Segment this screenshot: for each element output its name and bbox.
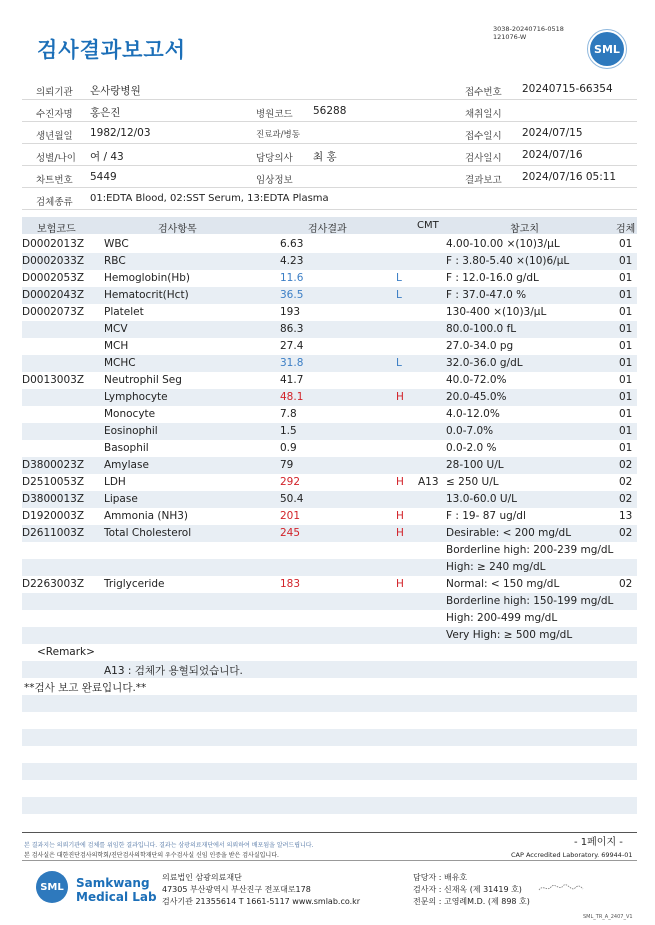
remark-label: <Remark> [37,646,95,658]
table-row [22,559,637,576]
cell-value: 79 [280,459,294,471]
cell-flag: L [396,289,402,301]
report-complete: **검사 보고 완료입니다.** [24,682,147,694]
table-row [22,576,637,593]
cell-ref: F : 12.0-16.0 g/dL [446,272,539,284]
cell-sp: 01 [619,425,633,437]
cell-ref: Borderline high: 200-239 mg/dL [446,544,614,556]
cell-code: D0002043Z [22,289,85,301]
cell-code: D3800023Z [22,459,85,471]
cell-item: Eosinophil [104,425,158,437]
cell-item: Triglyceride [104,578,165,590]
cell-cmt: A13 [418,476,439,488]
empty-row [22,746,637,763]
info-row: 수진자명 홍은진 병원코드 56288 채취일시 [22,100,637,122]
cell-ref: Borderline high: 150-199 mg/dL [446,595,614,607]
table-row [22,423,637,440]
cell-sp: 01 [619,255,633,267]
sml-footer-logo: SML [36,871,68,903]
table-row [22,287,637,304]
empty-row [22,712,637,729]
cell-sp: 01 [619,289,633,301]
chart-number: 5449 [90,171,117,183]
cell-flag: H [396,510,404,522]
table-row [22,372,637,389]
remark-text: A13 : 검체가 용혈되었습니다. [104,665,243,677]
cell-value: 31.8 [280,357,304,369]
cell-value: 183 [280,578,301,590]
cell-sp: 02 [619,527,633,539]
specimen-types: 01:EDTA Blood, 02:SST Serum, 13:EDTA Plasma [90,193,329,204]
table-row [22,593,637,610]
cell-code: D0002013Z [22,238,85,250]
cell-flag: L [396,357,402,369]
document-id: 3038-20240716-0518 121076-W [493,25,564,41]
cell-ref: 27.0-34.0 pg [446,340,514,352]
cell-code: D2263003Z [22,578,85,590]
table-row [22,678,637,695]
cell-sp: 01 [619,357,633,369]
empty-row [22,814,637,831]
cell-ref: High: 200-499 mg/dL [446,612,558,624]
cell-ref: 40.0-72.0% [446,374,507,386]
footer-divider [22,860,637,861]
cell-value: 245 [280,527,301,539]
cell-ref: Very High: ≥ 500 mg/dL [446,629,573,641]
cell-item: WBC [104,238,129,250]
doctor-name: 최 홍 [313,151,337,163]
table-row [22,389,637,406]
cell-code: D1920003Z [22,510,85,522]
footer-note: 본 결과지는 의뢰기관에 검체를 위임한 결과입니다. 결과는 삼광의료재단에서 의뢰하여 배포됨을 알려드립니다. [24,842,314,849]
cell-code: D0013003Z [22,374,85,386]
info-row: 차트번호 5449 임상정보 결과보고 2024/07/16 05:11 [22,166,637,188]
cell-sp: 01 [619,323,633,335]
cell-value: 7.8 [280,408,297,420]
table-row [22,661,637,678]
empty-row [22,763,637,780]
patient-name: 홍은진 [90,107,121,119]
cell-value: 48.1 [280,391,304,403]
cell-value: 36.5 [280,289,304,301]
cell-item: LDH [104,476,126,488]
table-row [22,627,637,644]
cell-flag: H [396,391,404,403]
cell-ref: ≤ 250 U/L [446,476,499,488]
cell-item: Basophil [104,442,149,454]
sex-age: 여 / 43 [90,151,124,163]
info-row: 생년월일 1982/12/03 진료과/병동 접수일시 2024/07/15 [22,122,637,144]
cell-value: 50.4 [280,493,304,505]
cell-value: 1.5 [280,425,297,437]
table-row [22,236,637,253]
cell-ref: F : 3.80-5.40 ×(10)6/μL [446,255,570,267]
cell-sp: 01 [619,272,633,284]
empty-row [22,695,637,712]
receipt-date: 2024/07/15 [522,127,583,139]
cell-item: Hematocrit(Hct) [104,289,189,301]
cell-value: 41.7 [280,374,304,386]
table-row [22,338,637,355]
footer-divider [22,832,637,833]
cell-value: 201 [280,510,301,522]
cell-ref: 130-400 ×(10)3/μL [446,306,547,318]
cell-sp: 02 [619,578,633,590]
cell-value: 6.63 [280,238,304,250]
signature-image [537,882,585,894]
cell-ref: Desirable: < 200 mg/dL [446,527,572,539]
cell-item: RBC [104,255,126,267]
form-version: SML_TR_A_2407_V1 [583,914,633,920]
cell-item: Lipase [104,493,138,505]
cell-item: Ammonia (NH3) [104,510,189,522]
cell-sp: 01 [619,306,633,318]
footer-accreditation: 본 검사실은 대한진단검사의학회/진단검사의학재단의 우수검사실 신임 인증을 받은 검사실입니다. [24,852,279,859]
info-row: 성별/나이 여 / 43 담당의사 최 홍 검사일시 2024/07/16 [22,144,637,166]
cell-ref: 32.0-36.0 g/dL [446,357,523,369]
cell-sp: 02 [619,459,633,471]
cell-item: Neutrophil Seg [104,374,182,386]
cell-code: D2510053Z [22,476,85,488]
cell-flag: H [396,527,404,539]
info-row: 검체종류 01:EDTA Blood, 02:SST Serum, 13:EDTA Plasma [22,188,637,210]
table-row [22,406,637,423]
receipt-number: 20240715-66354 [522,83,613,95]
cell-sp: 01 [619,374,633,386]
cell-item: MCH [104,340,129,352]
cell-code: D0002053Z [22,272,85,284]
cell-sp: 13 [619,510,633,522]
cell-value: 27.4 [280,340,304,352]
patient-info-table [22,78,637,210]
cell-item: Amylase [104,459,149,471]
cell-flag: H [396,476,404,488]
info-row: 의뢰기관 온사랑병원 접수번호 20240715-66354 [22,78,637,100]
cell-item: Total Cholesterol [104,527,192,539]
cell-item: Platelet [104,306,144,318]
cell-sp: 02 [619,476,633,488]
cell-item: Hemoglobin(Hb) [104,272,191,284]
cell-ref: High: ≥ 240 mg/dL [446,561,546,573]
test-date: 2024/07/16 [522,149,583,161]
table-row [22,474,637,491]
table-row [22,270,637,287]
cell-value: 86.3 [280,323,304,335]
cell-ref: 0.0-2.0 % [446,442,497,454]
results-table [22,236,637,831]
table-row [22,508,637,525]
table-row [22,542,637,559]
cap-accreditation: CAP Accredited Laboratory. 69944-01 [511,851,633,859]
cell-ref: 80.0-100.0 fL [446,323,517,335]
cell-ref: 0.0-7.0% [446,425,494,437]
cell-value: 11.6 [280,272,304,284]
cell-value: 292 [280,476,301,488]
hospital-name: 온사랑병원 [90,85,141,97]
results-header: 보험코드 검사항목 검사결과 CMT 참고치 검체 [22,217,637,234]
table-row [22,457,637,474]
table-row [22,321,637,338]
brand-name: Samkwang Medical Lab [76,876,157,904]
table-row [22,491,637,508]
table-row [22,644,637,661]
cell-ref: Normal: < 150 mg/dL [446,578,560,590]
table-row [22,440,637,457]
cell-ref: F : 37.0-47.0 % [446,289,527,301]
empty-row [22,797,637,814]
report-date: 2024/07/16 05:11 [522,171,617,183]
empty-row [22,780,637,797]
cell-flag: H [396,578,404,590]
sml-logo: SML [590,32,624,66]
cell-flag: L [396,272,402,284]
report-title: 검사결과보고서 [37,38,187,62]
cell-sp: 01 [619,391,633,403]
cell-value: 193 [280,306,301,318]
cell-ref: 28-100 U/L [446,459,504,471]
hospital-code: 56288 [313,105,347,117]
lab-staff: 담당자 : 배유호 검사자 : 신재옥 (제 31419 호) 전문의 : 고영례M.D. (제 898 호) [413,873,530,906]
cell-value: 4.23 [280,255,304,267]
table-row [22,610,637,627]
cell-ref: 13.0-60.0 U/L [446,493,517,505]
empty-row [22,729,637,746]
table-row [22,253,637,270]
cell-sp: 01 [619,408,633,420]
cell-code: D3800013Z [22,493,85,505]
cell-ref: 20.0-45.0% [446,391,507,403]
cell-item: Lymphocyte [104,391,168,403]
cell-item: MCV [104,323,128,335]
cell-item: Monocyte [104,408,156,420]
page-number: - 1페이지 - [574,837,623,848]
table-row [22,525,637,542]
cell-sp: 01 [619,340,633,352]
cell-sp: 01 [619,442,633,454]
cell-value: 0.9 [280,442,297,454]
lab-address: 의료법인 삼광의료재단 47305 부산광역시 부산진구 전포대로178 검사기관 21355614 T 1661-5117 www.smlab.co.kr [162,873,361,906]
cell-code: D2611003Z [22,527,85,539]
cell-code: D0002073Z [22,306,85,318]
cell-item: MCHC [104,357,136,369]
date-of-birth: 1982/12/03 [90,127,151,139]
cell-code: D0002033Z [22,255,85,267]
cell-sp: 02 [619,493,633,505]
cell-ref: 4.0-12.0% [446,408,500,420]
table-row [22,355,637,372]
cell-ref: F : 19- 87 ug/dl [446,510,526,522]
cell-sp: 01 [619,238,633,250]
table-row [22,304,637,321]
cell-ref: 4.00-10.00 ×(10)3/μL [446,238,560,250]
